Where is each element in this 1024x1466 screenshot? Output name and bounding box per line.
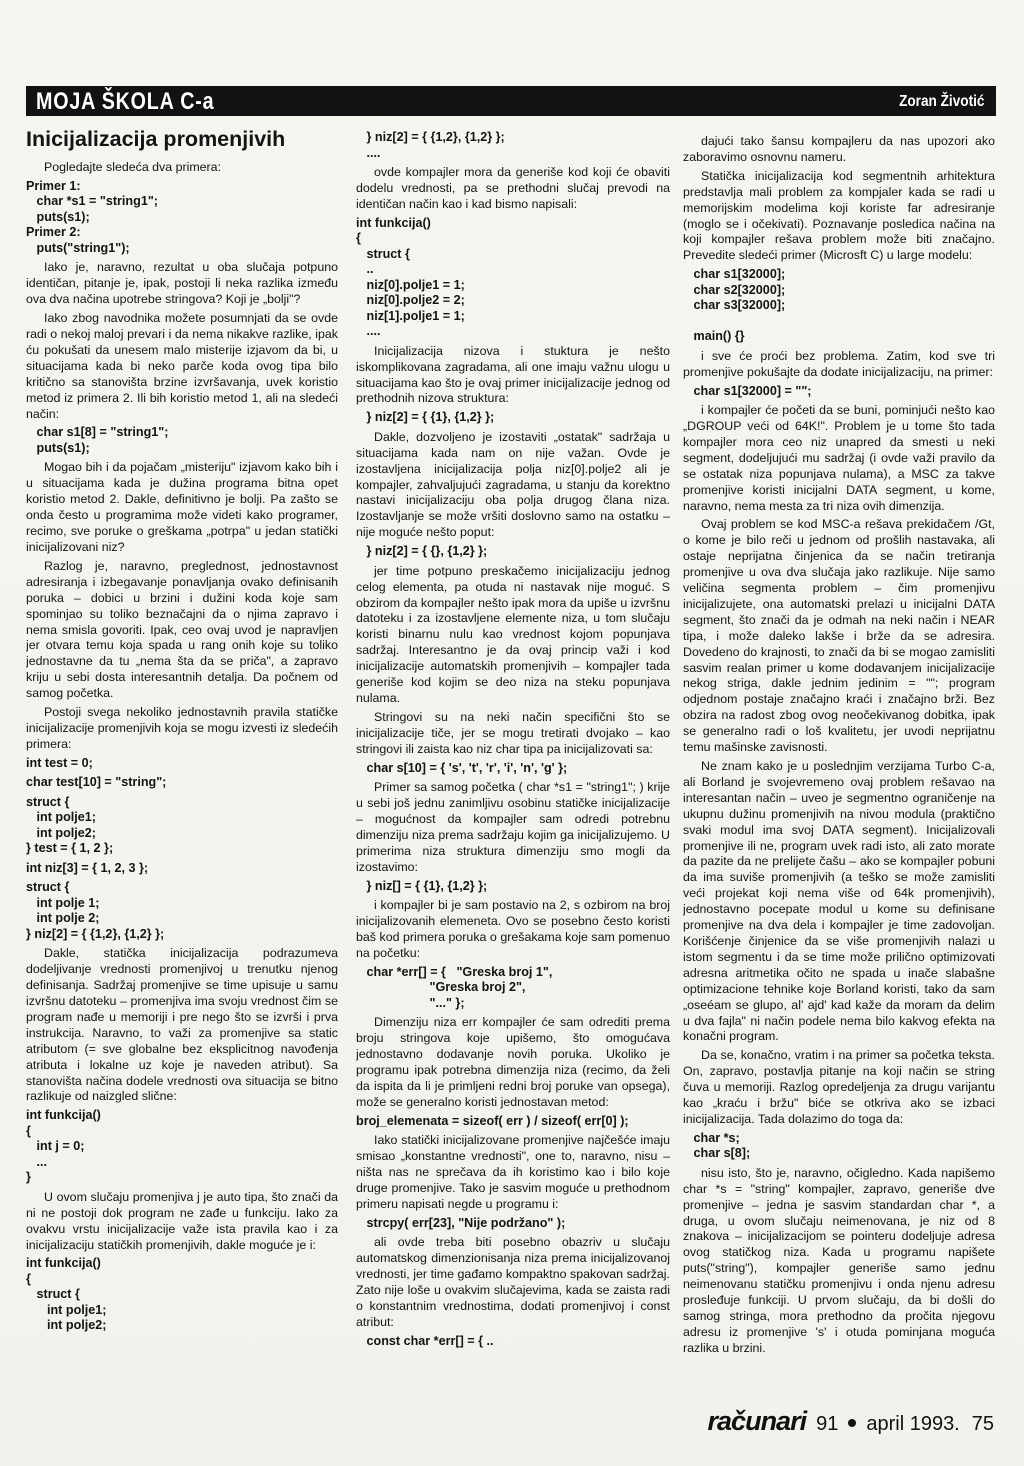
column-3-body [683, 134, 995, 1357]
paragraph: Razlog je, naravno, preglednost, jednostavnost adresiranja i izbegavanje ponavljanja ovako definisanih poruka – dobici u brzini i dužini koda koje sam spominjao su toliko beznačajni da o njima zapravo i nema smisla govoriti. Ipak, ceo ovaj uvod je napravljen jer otvara temu koja spada u rang onih koje su toliko jednostavne da tu „nema šta da se priča", a zapravo kriju u sebi dosta interesantnih detalja. Da počnem od samog početka. [26, 558, 338, 701]
paragraph: Dimenziju niza err kompajler će sam odrediti prema broju stringova koje upišemo, što omogućava jednostavno dodavanje novih poruka. Ukoliko je programu ipak potrebna dimenzija niza (recimo, da želi da ispita da li je primljeni redni broj poruke van opsega), može se generalno koristi jednostavan metod: [356, 1015, 670, 1109]
paragraph: Iako je, naravno, rezultat u oba slučaja potpuno identičan, pitanje je, ipak, postoji li neka razlika između ova dva načina upotrebe stringova? Koji je „bolji"? [26, 260, 338, 307]
paragraph: Inicijalizacija nizova i stuktura je nešto iskomplikovana zagradama, ali one imaju važnu ulogu u situacijama kao što je ovaj primer inicijalizacije jednog od prethodnih nizova struktura: [356, 343, 670, 406]
code-block: char s1[8] = "string1"; puts(s1); [36, 425, 169, 455]
paragraph: Dakle, statička inicijalizacija podrazumeva dodeljivanje vrednosti promenjivoj u trenutku njenog definisanja. Sadržaj promenjive se time upisuje u samu izvršnu datoteku – promenjiva ima svoju vrednost čim se program nađe u memoriji i pre nego što se izvrši i prva instrukcija. Naravno, to važi za promenjive sa static atributom (= sve globalne bez eksplicitnog navođenja atributa i lokalne uz koje je naveden atribut). Sa stanovišta načina dodele vrednosti ova situacija se bitno razlikuje od naizgled slične: [26, 946, 338, 1104]
code-block: char *err[] = { "Greska broj 1", "Greska broj 2", "..." }; [366, 964, 553, 1010]
code-block: char s[10] = { 's', 't', 'r', 'i', 'n', 'g' }; [356, 760, 568, 775]
code-block: char *s; char s[8]; [693, 1130, 751, 1161]
column-2-body [356, 130, 670, 1349]
column-1 [26, 124, 338, 1394]
paragraph: U ovom slučaju promenjiva j je auto tipa, što znači da ni ne postoji dok program ne zađe u funkciju. Iako za ovakvu vrstu inicijalizacije važe ista pravila kao i za inicijalizaciju statičkih promenjivih, dakle moguće je i: [26, 1189, 338, 1252]
paragraph: Dakle, dozvoljeno je izostaviti „ostatak" sadržaja u situacijama kada nam on nije važan. Ovde je izostavljena inicijalizacija polja niz[0].polje2 ali je kompajler, zahvaljujući zagradama, u stanju da korektno nastavi inicijalizaciju oba polja drugog člana niza. Izostavljanje se može vršiti doslovno samo na ostatku – nije moguće nešto poput: [356, 429, 670, 540]
article-title: Inicijalizacija promenjivih [26, 127, 286, 151]
paragraph: ali ovde treba biti posebno obazriv u slučaju automatskog dimenzionisanja niza prema inicijalizovanoj vrednosti, jer time gađamo kompaktno spakovan sadržaj. Zato nije loše u ovakvim slučajevima, kada se zaista radi o konstantnim vrednostima, dodati promenjivoj i const atribut: [356, 1235, 670, 1329]
issue-number: 91 [816, 1413, 839, 1435]
code-block: int funkcija() { int j = 0; ... } [26, 1108, 101, 1185]
paragraph: Da se, konačno, vratim i na primer sa početka teksta. On, zapravo, postavlja pitanje na koji način se string čuva u memoriji. Razlog opredeljenja za drugu varijantu kao „kraću i bržu" biće se otkriva ako se izbaci inicijalizacija. Tada dolazimo do toga da: [683, 1048, 995, 1126]
paragraph: i kompajler bi je sam postavio na 2, s ozbirom na broj inicijalizovanih elemeneta. Ovo se posebno često koristi baš kod primera poruka o grešakama koje sam pomenuo na početku: [356, 898, 670, 960]
code-block: int test = 0; [26, 755, 93, 770]
code-block: strcpy( err[23], "Nije podržano" ); [356, 1215, 566, 1230]
code-block: int funkcija() { struct { int polje1; int polje2; [26, 1256, 107, 1333]
code-block: int niz[3] = { 1, 2, 3 }; [26, 860, 149, 875]
column-2 [356, 128, 670, 1398]
code-block: } niz[2] = { {1}, {1,2} }; [356, 410, 495, 425]
code-block: struct { int polje 1; int polje 2; } niz[2] = { {1,2}, {1,2} }; [26, 880, 165, 941]
author-name: Zoran Životić [898, 93, 984, 110]
code-block: } niz[] = { {1}, {1,2} }; [356, 878, 488, 893]
paragraph: Mogao bih i da pojačam „misteriju" izjavom kako bih i u situacijama kada je dužina programa bitna opet koristio metod 2. Dakle, definitivno je bolji. Pa zašto se onda često u programima može videti kako programer, recimo, sve poruke o greškama „potrpa" u jedan statički inicijalizovani niz? [26, 460, 338, 554]
code-block: } niz[2] = { {}, {1,2} }; [356, 544, 488, 559]
code-block: struct { int polje1; int polje2; } test = { 1, 2 }; [26, 794, 114, 856]
paragraph: jer time potpuno preskačemo inicijalizaciju jednog celog elementa, pa otuda ni nastavak nije moguć. S obzirom da kompajler nešto ipak mora da upiše u izvršnu datoteku i za izostavljene elemente niza, u tom slučaju koristi binarnu nulu kao vrednost kojom popunjava sadržaj. Interesantno je da ovaj princip važi i kod inicijalizacije automatskih promenjivih – kompajler tada generiše kod kojim se deo niza na steku popunjava nulama. [356, 563, 670, 705]
paragraph: Pogledajte sledeća dva primera: [44, 160, 222, 174]
page-number: 75 [971, 1413, 994, 1435]
paragraph: nisu isto, što je, naravno, očigledno. Kada napišemo char *s = "string" kompajler, zapravo, generiše dve promenjive – jedna je sasvim standardan char *, a druga, u ovom slučaju neimenovana, je niz od 8 znakova – inicijalizacijom se pointeru dodeljuje adresa ovog statičkog niza. Kada u programu napišete puts("string"), kompajler generiše samo jednu neimenovanu statičku promenjivu i onda njenu adresu prosleđuje funkciji. U prvom slučaju, da bi došli do samog stringa, mora prethodno da pročita njegovu adresu iz promenjive 's' i otuda pominjana moguća razlika u brzini. [683, 1165, 995, 1355]
paragraph: Iako zbog navodnika možete posumnjati da se ovde radi o nekoj maloj prevari i da nema nikakve razlike, ipak ću pokušati da unesem malo misterije izjavom da bi, u situacijama kada bi neko parče koda ovog tipa bilo kritično sa stanovišta brzine izvršavanja, uvek koristio metod iz primera 2. Ili bih koristio metod 1, ali na sledeći način: [26, 311, 338, 421]
column-1-body [26, 160, 338, 1334]
code-block: Primer 1: char *s1 = "string1"; puts(s1); Primer 2: puts("string1"); [26, 178, 158, 255]
paragraph: ovde kompajler mora da generiše kod koji će obaviti dodelu vrednosti, pa se prethodni slučaj prevodi na identičan način kao i kad bismo napisali: [356, 165, 670, 211]
code-block: broj_elemenata = sizeof( err ) / sizeof( err[0] ); [356, 1113, 629, 1128]
paragraph: Primer sa samog početka ( char *s1 = "string1"; ) krije u sebi još jednu zanimljivu osobinu statičke inicijalizacije – mogućnost da kompajler sam odredi potrebnu dimenziju niza prema sadržaju kojim ga inicijalizujemo. U primerima niza struktura dimenziju smo mogli da izostavimo: [356, 780, 670, 874]
paragraph: Statička inicijalizacija kod segmentnih arhitektura predstavlja mali problem za kompjaler kada se radi u memorijskim modelima koji koriste far adresiranje (moglo se i očekivati). Poznavanje posledica načina na koji kompajler rešava problem može biti značajno. Prevedite sledeći primer (Microsft C) u large modelu: [683, 168, 995, 263]
code-block: const char *err[] = { .. [356, 1333, 494, 1348]
paragraph: Ne znam kako je u poslednjim verzijama Turbo C-a, ali Borland je svojevremeno ovaj problem rešavao na interesantan način – uveo je segmentno ograničenje na ukupnu dužinu promenjivih na nivou modula (praktično svaki modul ima svoj DATA segment). Inicijalizovali promenjive ili ne, program uvek radi isto, ali zato morate da pazite da ne prelijete čašu – ako se kompajler pobuni da ima suviše promenjivih (a teško se može zamisliti veći projekat koji nema više od 64k promenjivih), jednostavno pocepate modul u kome su definisane promenjive na dva dela i kompajler je time zadovoljan. Korišćenje činjenice da se više promenjivih nalazi u istom segmentu i da se time može prilično optimizovati adresna aritmetika očito ne spada u inače slabašne optimizacione tehnike koje Borland koristi, tako da sam „oseéam se glupo, al' ajd' kad kaže da moram da delim u dva fajla" ni način podele nema bilo kakvog efekta na konačni program. [683, 759, 995, 1044]
section-header-bar [26, 86, 996, 116]
paragraph: Postoji svega nekoliko jednostavnih pravila statičke inicijalizacije promenjivih koja se mogu izvesti iz sledećih primera: [26, 705, 338, 751]
code-block: char s1[32000] = ""; [683, 383, 812, 398]
paragraph: i sve će proći bez problema. Zatim, kod sve tri promenjive pokušajte da dodate inicijalizaciju, na primer: [683, 348, 995, 379]
paragraph: Iako statički inicijalizovane promenjive najčešće imaju smisao „konstantne vrednosti", one to, naravno, nisu – ništa nas ne sprečava da ih koristimo kao i bilo koje druge promenjive. Tako je sasvim moguće u prethodnom primeru napisati negde u programu i: [356, 1133, 670, 1211]
magazine-name: računari [707, 1406, 807, 1436]
paragraph: dajući tako šansu kompajleru da nas upozori ako zaboravimo osnovnu nameru. [683, 134, 995, 164]
paragraph: Ovaj problem se kod MSC-a rešava prekidačem /Gt, o kome je bilo reči u jednom od prošlih nastavaka, ali ostaje neprijatna činjenica da se način tretiranja promenjive u ova dva slučaja jako razlikuje. Nije samo veličina segmenta problem – čim promenjivu inicijalizujete, ona automatski prelazi u inicijalni DATA segment, što znači da je odmah na neki način i NEAR tipa, i može daleko lakše i brže da se adresira. Dovedeno do krajnosti, to znači da bi se mogao zamisliti sasvim realan primer u kome dodavanjem inicijalizacije nekog striga, dakle jednim jedinim = ""; program odjednom postaje značajno kraći i značajno brži. Bez obzira na radost zbog ovog neočekivanog dobitka, ipak se generalno radi o loš kvalitetu, jer uvodi neprijatnu temu mašinske zavisnosti. [683, 517, 995, 755]
code-block: char s1[32000]; char s2[32000]; char s3[32000]; main() {} [693, 267, 786, 344]
bullet-separator [848, 1419, 856, 1427]
code-block: char test[10] = "string"; [26, 775, 167, 790]
code-block: int funkcija() { struct { .. niz[0].polje1 = 1; niz[0].polje2 = 2; niz[1].polje1 = 1; .... [356, 215, 465, 339]
column-3 [683, 134, 995, 1404]
code-block: } niz[2] = { {1,2}, {1,2} }; .... [366, 130, 505, 160]
section-title: MOJA ŠKOLA C-a [36, 88, 215, 115]
page-footer [708, 1406, 994, 1438]
issue-date: april 1993. [866, 1413, 960, 1435]
paragraph: i kompajler će početi da se buni, pominjući nešto kao „DGROUP veći od 64K!". Problem je u tome što tada kompajler mora ceo niz unapred da smesti u neki segment, dodeljujući mu sadržaj (i ovde važi pravilo da se ostatak niza popunjava nulama), a MSC za takve promenjive koristi inicijalni DATA segment, u kome, naravno, nema mesta za tri niza ovih dimenzija. [683, 403, 995, 513]
paragraph: Stringovi su na neki način specifični što se inicijalizacije tiče, jer se mogu tretirati dvojako – kao stringovi ili zaista kao niz char tipa pa inicijalizovati sa: [356, 709, 670, 756]
